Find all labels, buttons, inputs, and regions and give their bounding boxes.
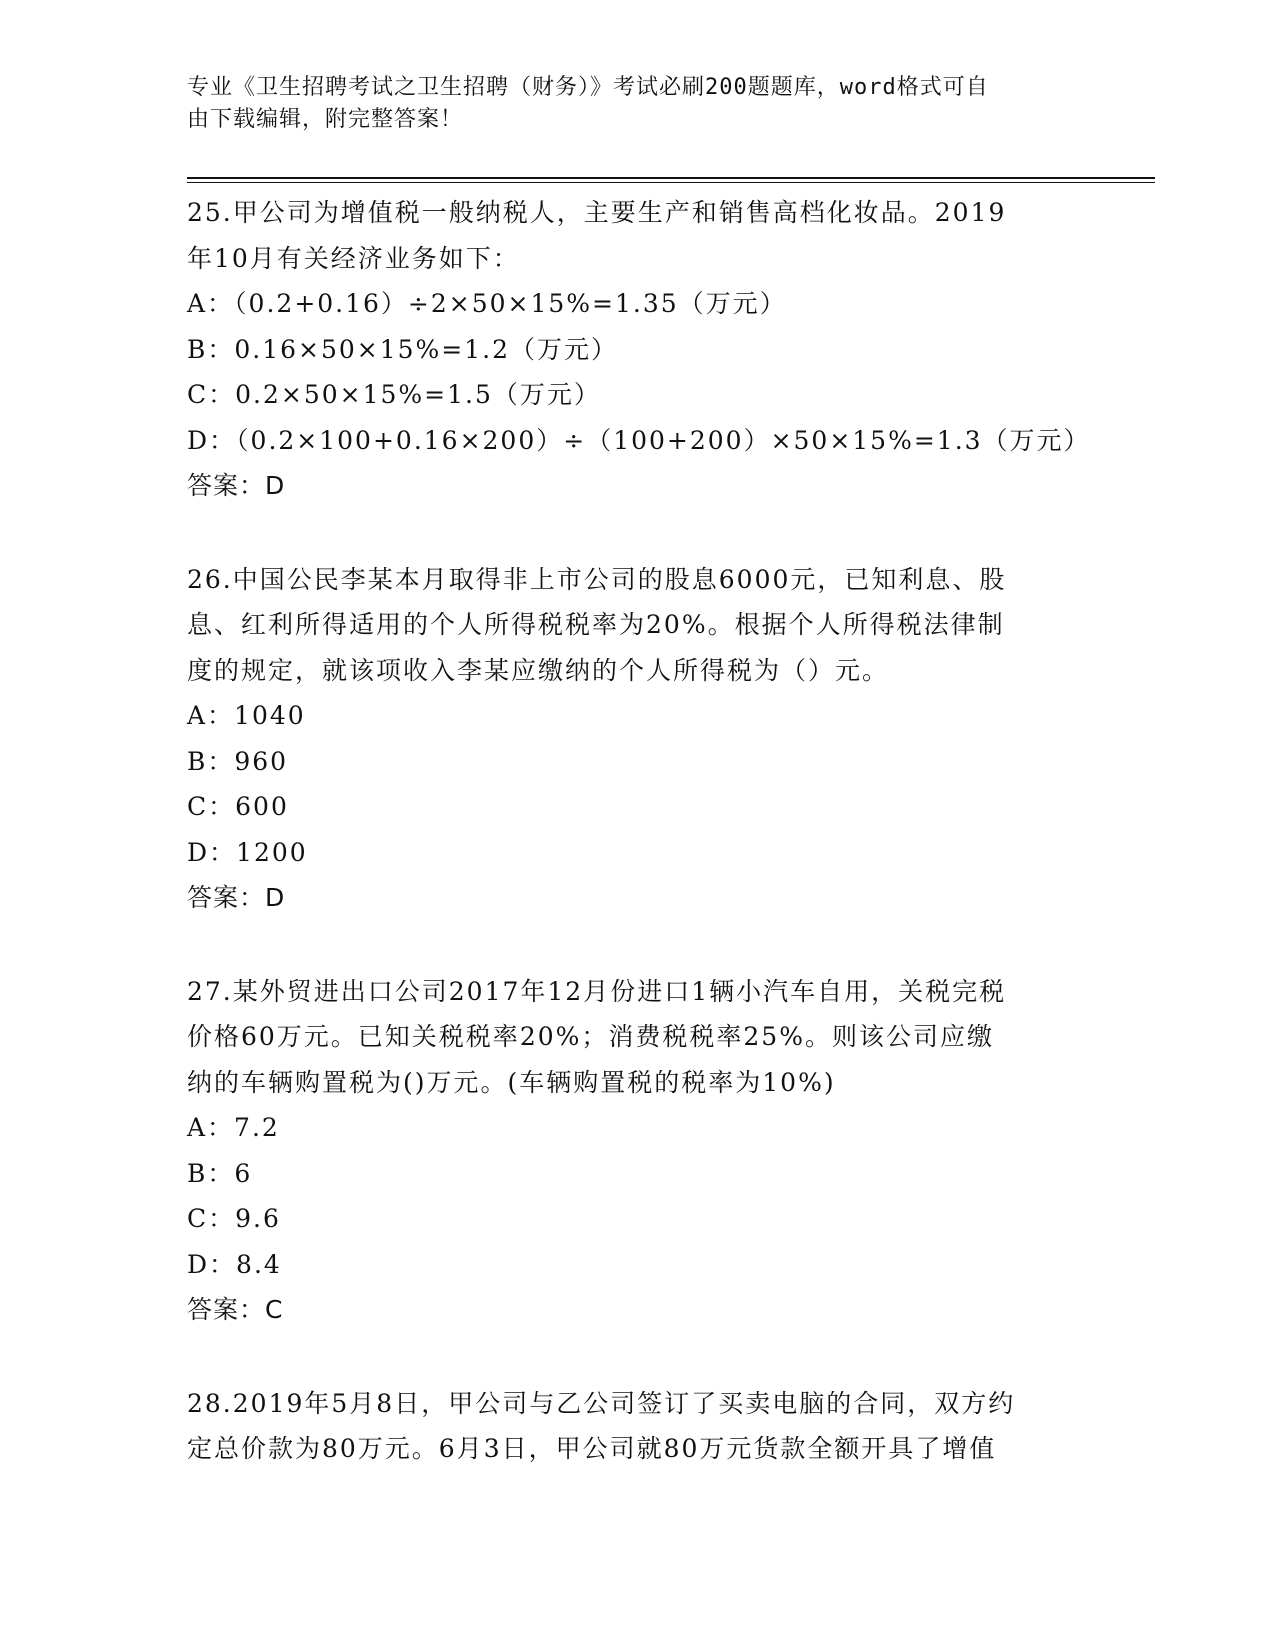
option-d: D：8.4 [187, 1249, 282, 1279]
answer: 答案：C [187, 1295, 284, 1324]
option-c: C：600 [187, 792, 289, 821]
question-spacer [187, 509, 1087, 557]
question-stem-line: 27.某外贸进出口公司2017年12月份进口1辆小汽车自用，关税完税 [187, 976, 1007, 1006]
option-a: A：7.2 [187, 1113, 280, 1142]
question-stem-line: 纳的车辆购置税为()万元。(车辆购置税的税率为10%) [187, 1067, 836, 1097]
document-header [187, 72, 1067, 136]
question-stem-line: 25.甲公司为增值税一般纳税人，主要生产和销售高档化妆品。2019 [187, 198, 1007, 227]
question-spacer [187, 1333, 1087, 1381]
header-divider-thin [187, 182, 1155, 183]
question-stem-line: 28.2019年5月8日，甲公司与乙公司签订了买卖电脑的合同，双方约 [187, 1388, 1016, 1418]
option-b: B：0.16×50×15%=1.2（万元） [187, 334, 619, 364]
option-a: A：（0.2+0.16）÷2×50×15%=1.35（万元） [187, 289, 787, 318]
option-d: D：（0.2×100+0.16×200）÷（100+200）×50×15%=1.3（万元） [187, 425, 1091, 455]
option-d: D：1200 [187, 837, 308, 867]
question-stem-line: 度的规定，就该项收入李某应缴纳的个人所得税为（）元。 [187, 655, 890, 685]
header-line-2: 由下载编辑，附完整答案！ [187, 107, 464, 132]
option-c: C：0.2×50×15%=1.5（万元） [187, 380, 601, 409]
option-c: C：9.6 [187, 1204, 281, 1233]
question-27 [187, 969, 1087, 1333]
answer: 答案：D [187, 883, 286, 912]
question-stem-line: 26.中国公民李某本月取得非上市公司的股息6000元，已知利息、股 [187, 564, 1007, 594]
question-28 [187, 1381, 1087, 1472]
option-a: A：1040 [187, 701, 306, 730]
option-b: B：960 [187, 746, 289, 776]
question-stem-line: 定总价款为80万元。6月3日，甲公司就80万元货款全额开具了增值 [187, 1434, 997, 1463]
answer: 答案：D [187, 471, 286, 500]
question-26 [187, 557, 1087, 921]
question-stem-line: 年10月有关经济业务如下： [187, 243, 520, 273]
header-line-1: 专业《卫生招聘考试之卫生招聘（财务）》考试必刷200题题库，word格式可自 [187, 75, 989, 100]
header-divider-thick [187, 177, 1155, 179]
question-25 [187, 190, 1091, 509]
question-spacer [187, 921, 1087, 969]
question-list [187, 190, 1091, 1472]
question-stem-line: 息、红利所得适用的个人所得税税率为20%。根据个人所得税法律制 [187, 610, 1005, 639]
question-stem-line: 价格60万元。已知关税税率20%；消费税税率25%。则该公司应缴 [187, 1022, 994, 1051]
option-b: B：6 [187, 1158, 253, 1188]
